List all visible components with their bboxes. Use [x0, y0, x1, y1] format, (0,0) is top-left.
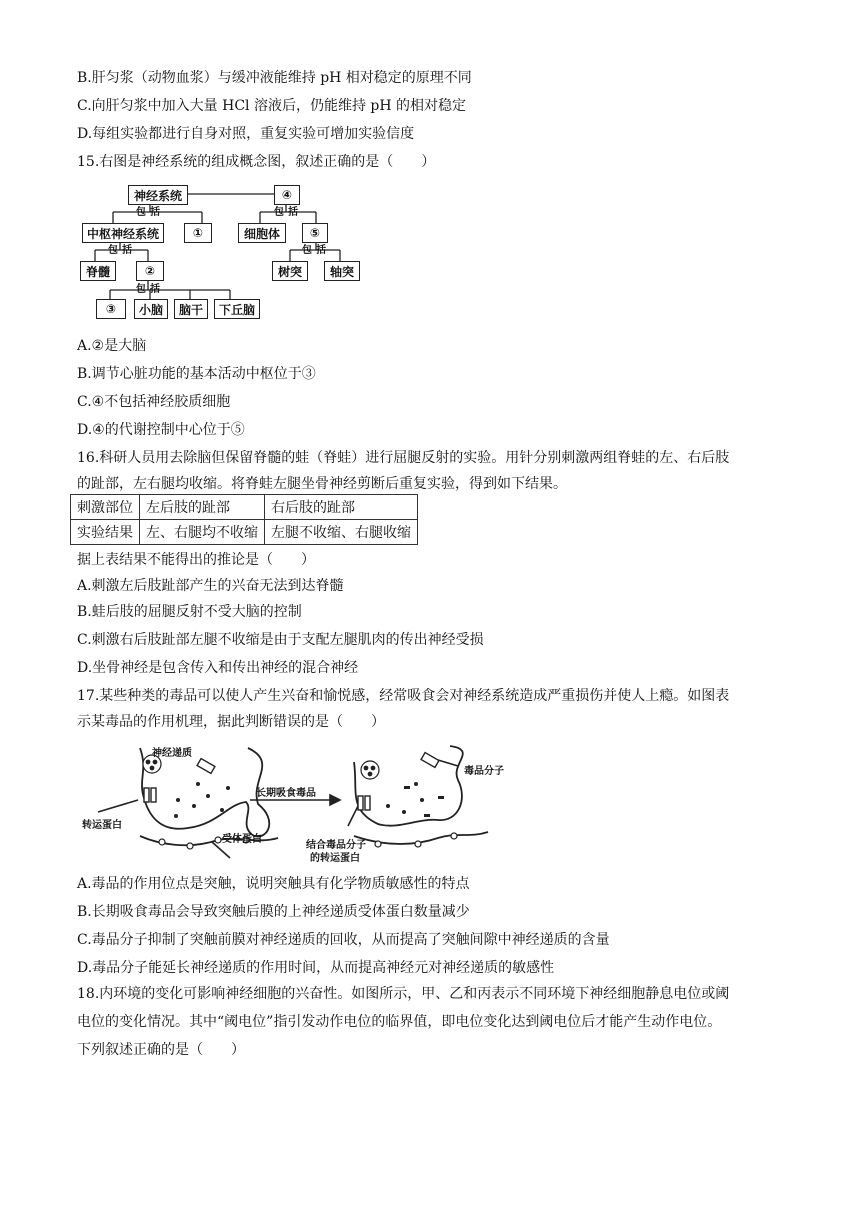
- q16-option-b: B.蛙后肢的屈腿反射不受大脑的控制: [77, 604, 302, 620]
- box-nervous-system: 神经系统: [128, 185, 188, 205]
- q15-option-b: B.调节心脏功能的基本活动中枢位于③: [77, 366, 316, 382]
- q15-option-a: A.②是大脑: [77, 338, 147, 354]
- box-1: ①: [184, 223, 212, 243]
- q16-option-c: C.刺激右后肢趾部左腿不收缩是由于支配左腿肌肉的传出神经受损: [77, 632, 484, 648]
- q16-option-d: D.坐骨神经是包含传入和传出神经的混合神经: [77, 660, 359, 676]
- include-label: 包括: [302, 245, 330, 256]
- question-17-stem-cont: 示某毒品的作用机理，据此判断错误的是（ ）: [77, 714, 385, 730]
- box-cerebellum: 小脑: [134, 299, 168, 319]
- q16-option-a: A.刺激左后肢趾部产生的兴奋无法到达脊髓: [77, 578, 344, 594]
- include-label: 包括: [274, 207, 302, 218]
- label-drug-molecule: 毒品分子: [464, 766, 504, 777]
- table-cell: 左、右腿均不收缩: [140, 520, 265, 545]
- table-cell: 左后肢的趾部: [140, 495, 265, 520]
- box-3: ③: [96, 299, 126, 319]
- q17-option-a: A.毒品的作用位点是突触，说明突触具有化学物质敏感性的特点: [77, 876, 470, 892]
- q15-option-d: D.④的代谢控制中心位于⑤: [77, 422, 245, 438]
- label-bound-transporter-cont: 的转运蛋白: [310, 853, 360, 864]
- box-hypothalamus: 下丘脑: [214, 299, 260, 319]
- question-18-stem-cont: 电位的变化情况。其中“阈电位”指引发动作电位的临界值，即电位变化达到阈电位后才能产生动作电位。: [77, 1014, 722, 1030]
- concept-map: [80, 182, 370, 322]
- include-label: 包括: [136, 284, 164, 295]
- table-row: [71, 495, 418, 520]
- table-cell: 右后肢的趾部: [265, 495, 418, 520]
- label-neurotransmitter: 神经递质: [152, 748, 192, 759]
- question-16-stem-cont: 的趾部，左右腿均收缩。将脊蛙左腿坐骨神经剪断后重复实验，得到如下结果。: [77, 476, 567, 492]
- q16-prompt: 据上表结果不能得出的推论是（ ）: [77, 552, 315, 568]
- box-spinal-cord: 脊髓: [80, 261, 116, 281]
- label-long-term-drug-use: 长期吸食毒品: [256, 788, 316, 799]
- option-c-line: C.向肝匀浆中加入大量 HCl 溶液后，仍能维持 pH 的相对稳定: [77, 98, 467, 114]
- option-d-line: D.每组实验都进行自身对照，重复实验可增加实验信度: [77, 126, 415, 142]
- question-15-stem: 15.右图是神经系统的组成概念图，叙述正确的是（ ）: [77, 154, 436, 170]
- question-17-stem: 17.某些种类的毒品可以使人产生兴奋和愉悦感，经常吸食会对神经系统造成严重损伤并使人上瘾。如图表: [77, 688, 730, 704]
- q15-option-c: C.④不包括神经胶质细胞: [77, 394, 231, 410]
- question-18-stem: 18.内环境的变化可影响神经细胞的兴奋性。如图所示，甲、乙和丙表示不同环境下神经细胞静息电位或阈: [77, 986, 730, 1002]
- box-4: ④: [274, 185, 300, 205]
- include-label: 包括: [108, 245, 136, 256]
- box-2: ②: [136, 261, 164, 281]
- q17-option-c: C.毒品分子抑制了突触前膜对神经递质的回收，从而提高了突触间隙中神经递质的含量: [77, 932, 610, 948]
- include-label: 包括: [136, 207, 164, 218]
- table-cell: 实验结果: [71, 520, 140, 545]
- box-axon: 轴突: [324, 261, 360, 281]
- box-5: ⑤: [302, 223, 328, 243]
- box-brainstem: 脑干: [174, 299, 208, 319]
- label-receptor: 受体蛋白: [222, 834, 262, 845]
- box-cell-body: 细胞体: [238, 223, 286, 243]
- synapse-figure: [78, 740, 538, 865]
- table-row: [71, 520, 418, 545]
- table-cell: 刺激部位: [71, 495, 140, 520]
- option-b-line: B.肝匀浆（动物血浆）与缓冲液能维持 pH 相对稳定的原理不同: [77, 70, 472, 86]
- label-transporter: 转运蛋白: [82, 820, 122, 831]
- q16-result-table: [70, 494, 418, 545]
- q17-option-d: D.毒品分子能延长神经递质的作用时间，从而提高神经元对神经递质的敏感性: [77, 960, 555, 976]
- q17-option-b: B.长期吸食毒品会导致突触后膜的上神经递质受体蛋白数量减少: [77, 904, 470, 920]
- table-cell: 左腿不收缩、右腿收缩: [265, 520, 418, 545]
- label-bound-transporter: 结合毒品分子: [306, 840, 366, 851]
- question-18-prompt: 下列叙述正确的是（ ）: [77, 1042, 245, 1058]
- box-dendrite: 树突: [272, 261, 308, 281]
- box-cns: 中枢神经系统: [82, 223, 164, 243]
- question-16-stem: 16.科研人员用去除脑但保留脊髓的蛙（脊蛙）进行屈腿反射的实验。用针分别刺激两组脊蛙的左、右后肢: [77, 450, 730, 466]
